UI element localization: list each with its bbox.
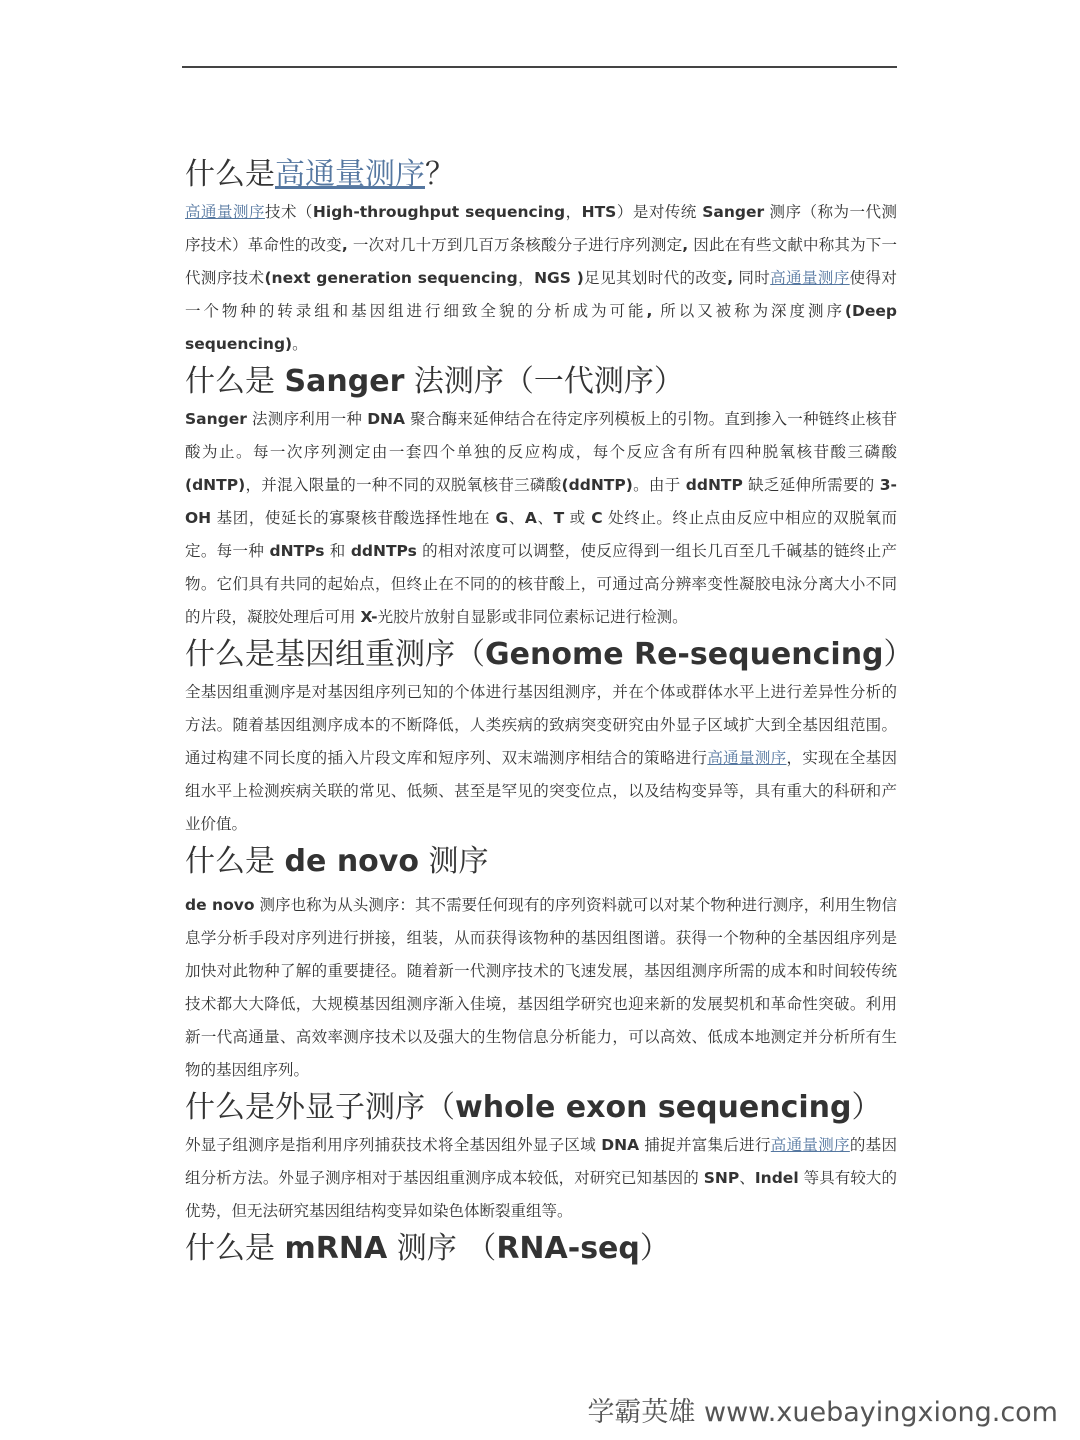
text: 所以又被称为深度测序	[652, 302, 845, 320]
text: 一次对几十万到几百万条核酸分子进行序列测定	[347, 236, 683, 254]
heading-text: 什么是基因组重测序（	[185, 637, 485, 672]
term: ,	[341, 236, 348, 254]
heading-text: ）	[639, 1231, 670, 1266]
paragraph-exome	[185, 1129, 897, 1228]
term: Sanger	[185, 410, 247, 428]
term: SNP	[703, 1169, 740, 1187]
term: HTS	[581, 203, 617, 221]
heading-term: de novo	[284, 844, 419, 879]
text: 、	[739, 1169, 755, 1187]
text: 。由于	[632, 476, 686, 494]
term: dNTPs	[269, 542, 325, 560]
paragraph-resequencing	[185, 676, 897, 841]
paragraph-sanger	[185, 403, 897, 634]
text: 基团，使延长的寡聚核苷酸选择性地在	[211, 509, 496, 527]
term: ddNTPs	[350, 542, 417, 560]
text: 聚合酶来延伸结合在待定序列模板上的引物。直到掺入一种链终止核苷酸为止。每一次序列测定由一套四个单独的反应构成，每个反应含有所有四种脱氧核苷酸三磷酸	[185, 410, 897, 461]
top-rule	[182, 66, 897, 68]
heading-rna-seq	[185, 1228, 897, 1270]
hts-link[interactable]: 高通量测序	[185, 203, 265, 221]
term: ,	[682, 236, 689, 254]
heading-text: 法测序（一代测序）	[404, 364, 684, 399]
heading-text: ）	[883, 637, 914, 672]
hts-link[interactable]: 高通量测序	[707, 749, 787, 767]
heading-text: 测序 （	[387, 1231, 497, 1266]
paragraph-hts	[185, 196, 897, 361]
term: Indel	[754, 1169, 799, 1187]
text: ）是对传统	[616, 203, 703, 221]
term: NGS )	[534, 269, 584, 287]
text: 测序（称为一代测序技术）革命性的改变	[185, 203, 897, 254]
term: DNA	[367, 410, 406, 428]
term: C	[591, 509, 603, 527]
text: 测序也称为从头测序：其不需要任何现有的序列资料就可以对某个物种进行测序，利用生物信息学分析手段对序列进行拼接，组装，从而获得该物种的基因组图谱。获得一个物种的全基因组序列是加快对此物种了解的重要捷径。随着新一代测序技术的飞速发展，基因组测序所需的成本和时间较传统技术都大大降低，大规模基因组测序渐入佳境，基因组学研究也迎来新的发展契机和革命性突破。利用新一代高通量、高效率测序技术以及强大的生物信息分析能力，可以高效、低成本地测定并分析所有生物的基因组序列。	[185, 896, 897, 1079]
text: 因此在有些文献中称其为下一代测序技术	[185, 236, 897, 287]
term: T	[553, 509, 565, 527]
term: de novo	[185, 896, 255, 914]
text: 法测序利用一种	[246, 410, 368, 428]
heading-text: 什么是外显子测序（	[185, 1090, 455, 1125]
term: ,	[646, 302, 653, 320]
text: 缺乏延伸所需要的	[742, 476, 880, 494]
text: 捕捉并富集后进行	[639, 1136, 771, 1154]
text: ，	[565, 203, 582, 221]
heading-sanger	[185, 361, 897, 403]
text: 的基因组分析方法。外显子测序相对于基因组重测序成本较低，对研究已知基因的	[185, 1136, 897, 1187]
text: ，	[517, 269, 535, 287]
term: (next generation sequencing	[264, 269, 518, 287]
text: 外显子组测序是指利用序列捕获技术将全基因组外显子区域	[185, 1136, 602, 1154]
term: DNA	[601, 1136, 640, 1154]
term: (ddNTP)	[561, 476, 633, 494]
text: 和	[324, 542, 351, 560]
heading-term: Genome Re-sequencing	[485, 637, 884, 672]
text: 同时	[733, 269, 771, 287]
heading-text: ？	[425, 157, 455, 192]
text: 使得对一个物种的转录组和基因组进行细致全貌的分析成为可能	[185, 269, 897, 320]
watermark: 学霸英雄 www.xuebayingxiong.com	[587, 1397, 1058, 1428]
heading-term: mRNA	[284, 1231, 388, 1266]
term: High-throughput sequencing	[312, 203, 566, 221]
text: 技术（	[264, 203, 313, 221]
hts-link[interactable]: 高通量测序	[770, 1136, 850, 1154]
term: Sanger	[702, 203, 765, 221]
term: X-	[360, 608, 378, 626]
text: 或	[564, 509, 592, 527]
text: 光胶片放射自显影或非同位素标记进行检测。	[377, 608, 688, 626]
heading-de-novo	[185, 841, 897, 883]
term: ,	[727, 269, 734, 287]
heading-resequencing	[185, 634, 914, 676]
term: G	[495, 509, 509, 527]
hts-link[interactable]: 高通量测序	[275, 157, 425, 192]
text: ，并混入限量的一种不同的双脱氧核苷三磷酸	[245, 476, 562, 494]
term: A	[524, 509, 537, 527]
text: 、	[536, 509, 554, 527]
text: 足见其划时代的改变	[583, 269, 728, 287]
text: 处终止。终止点由反应中相应的双脱氧而定。每一种	[185, 509, 897, 560]
heading-term: RNA-seq	[496, 1231, 640, 1266]
paragraph-de-novo	[185, 889, 897, 1087]
heading-term: Sanger	[284, 364, 405, 399]
term: (Deep sequencing)	[185, 302, 897, 353]
heading-text: 测序	[418, 844, 489, 879]
heading-text: 什么是	[185, 844, 285, 879]
text: ，实现在全基因组水平上检测疾病关联的常见、低频、甚至是罕见的突变位点，以及结构变异等，具有重大的科研和产业价值。	[185, 749, 897, 833]
heading-text: 什么是	[185, 364, 285, 399]
heading-hts	[185, 154, 897, 196]
hts-link[interactable]: 高通量测序	[770, 269, 850, 287]
text: 等具有较大的优势，但无法研究基因组结构变异如染色体断裂重组等。	[185, 1169, 897, 1220]
text: 、	[508, 509, 525, 527]
heading-text: 什么是	[185, 157, 275, 192]
text: 。	[292, 335, 308, 353]
text: 全基因组重测序是对基因组序列已知的个体进行基因组测序，并在个体或群体水平上进行差异性分析的方法。随着基因组测序成本的不断降低，人类疾病的致病突变研究由外显子区域扩大到全基因组范围。通过构建不同长度的插入片段文库和短序列、双末端测序相结合的策略进行	[185, 683, 897, 767]
term: ddNTP	[685, 476, 743, 494]
heading-text: 什么是	[185, 1231, 285, 1266]
term: 3-OH	[185, 476, 897, 527]
term: (dNTP)	[185, 476, 246, 494]
heading-text: ）	[851, 1090, 882, 1125]
heading-term: whole exon sequencing	[455, 1090, 852, 1125]
heading-exome	[185, 1087, 897, 1129]
text: 的相对浓度可以调整，使反应得到一组长几百至几千碱基的链终止产物。它们具有共同的起始点，但终止在不同的的核苷酸上，可通过高分辨率变性凝胶电泳分离大小不同的片段，凝胶处理后可用	[185, 542, 897, 626]
document-body	[185, 150, 914, 1270]
